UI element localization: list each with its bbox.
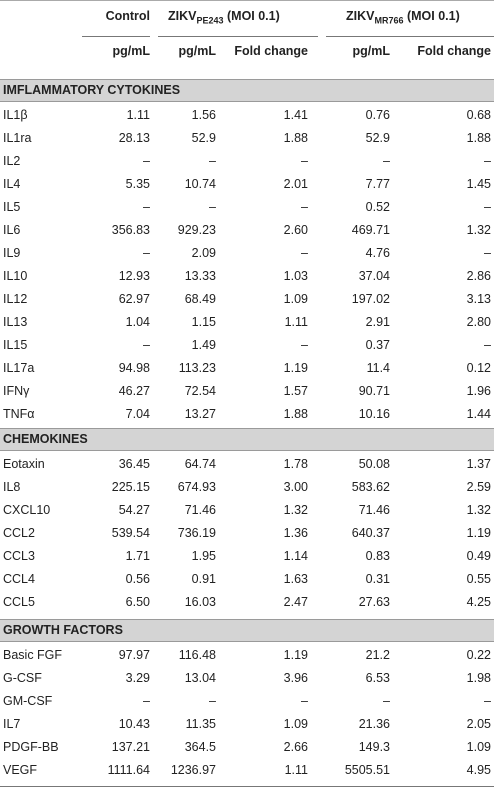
section-header — [0, 619, 494, 642]
mr766-value: 0.76 — [365, 108, 390, 122]
mr766-value: 0.31 — [365, 572, 390, 586]
pe243-value: 116.48 — [178, 648, 216, 662]
pe243-fold-change: 1.14 — [283, 549, 308, 563]
mr766-fold-change: 1.45 — [466, 177, 491, 191]
analyte-name: PDGF-BB — [3, 740, 59, 754]
table-row — [0, 196, 494, 219]
control-value: 7.04 — [125, 407, 150, 421]
pe243-value: 2.09 — [191, 246, 216, 260]
mr766-value: 583.62 — [351, 480, 390, 494]
analyte-name: IL5 — [3, 200, 21, 214]
control-value: – — [143, 154, 150, 168]
mr766-fold-change: 1.09 — [466, 740, 491, 754]
control-value: 539.54 — [111, 526, 150, 540]
mr766-value: 21.2 — [365, 648, 390, 662]
analyte-name: IFNγ — [3, 384, 30, 398]
table-row — [0, 104, 494, 127]
mr766-value: 50.08 — [358, 457, 390, 471]
pe243-fold-change: 1.32 — [283, 503, 308, 517]
mr766-fold-change: 1.37 — [466, 457, 491, 471]
pe243-fold-change: 1.11 — [284, 315, 308, 329]
pe243-value: 1.15 — [191, 315, 216, 329]
table-row — [0, 357, 494, 380]
mr766-fold-change: 2.05 — [466, 717, 491, 731]
analyte-name: GM-CSF — [3, 694, 53, 708]
pe243-value: 13.33 — [184, 269, 216, 283]
mr766-fold-change: 0.68 — [466, 108, 491, 122]
header-control: Control — [105, 9, 150, 23]
analyte-name: CCL3 — [3, 549, 35, 563]
pe243-value: 13.04 — [184, 671, 216, 685]
control-value: 1.04 — [125, 315, 150, 329]
mr766-value: 4.76 — [365, 246, 390, 260]
control-value: – — [143, 200, 150, 214]
pe243-value: 71.46 — [184, 503, 216, 517]
header-zikv-mr766-suffix: (MOI 0.1) — [403, 9, 460, 23]
control-value: 225.15 — [111, 480, 150, 494]
mr766-value: 90.71 — [358, 384, 390, 398]
pe243-fold-change: 1.11 — [284, 763, 308, 777]
mr766-value: 640.37 — [351, 526, 390, 540]
pe243-value: 1.49 — [191, 338, 216, 352]
header-unit-control: pg/mL — [112, 44, 150, 58]
mr766-value: – — [383, 154, 390, 168]
header-unit-mr766: pg/mL — [352, 44, 390, 58]
mr766-fold-change: 1.32 — [466, 223, 491, 237]
table-row — [0, 736, 494, 759]
table-row — [0, 311, 494, 334]
section-header — [0, 428, 494, 451]
analyte-name: IL6 — [3, 223, 21, 237]
control-value: – — [143, 694, 150, 708]
mr766-value: 0.83 — [365, 549, 390, 563]
mr766-fold-change: – — [484, 154, 491, 168]
pe243-value: – — [209, 200, 216, 214]
mr766-value: 5505.51 — [344, 763, 390, 777]
pe243-value: 72.54 — [184, 384, 216, 398]
mr766-fold-change: 0.22 — [466, 648, 491, 662]
table-row — [0, 242, 494, 265]
analyte-name: Basic FGF — [3, 648, 63, 662]
analyte-name: IL4 — [3, 177, 21, 191]
mr766-value: 11.4 — [366, 361, 390, 375]
table-row — [0, 713, 494, 736]
mr766-fold-change: – — [484, 694, 491, 708]
mr766-fold-change: 4.95 — [466, 763, 491, 777]
table-row — [0, 759, 494, 782]
table-row — [0, 690, 494, 713]
mr766-value: 6.53 — [365, 671, 390, 685]
header-zikv-mr766-prefix: ZIKV — [346, 9, 375, 23]
table-row — [0, 545, 494, 568]
pe243-fold-change: 1.88 — [283, 407, 308, 421]
control-value: 5.35 — [125, 177, 150, 191]
control-value: 12.93 — [118, 269, 150, 283]
pe243-fold-change: 1.09 — [283, 292, 308, 306]
mr766-value: 469.71 — [351, 223, 390, 237]
mr766-fold-change: 1.96 — [466, 384, 491, 398]
header-pe243-rule — [158, 36, 318, 37]
mr766-value: 149.3 — [358, 740, 390, 754]
mr766-value: 7.77 — [365, 177, 390, 191]
pe243-fold-change: – — [301, 694, 308, 708]
mr766-fold-change: 0.49 — [466, 549, 491, 563]
analyte-name: IL2 — [3, 154, 21, 168]
pe243-fold-change: 2.01 — [283, 177, 308, 191]
section-title: CHEMOKINES — [3, 432, 88, 446]
control-value: 94.98 — [118, 361, 150, 375]
mr766-fold-change: 1.88 — [466, 131, 491, 145]
mr766-fold-change: – — [484, 338, 491, 352]
control-value: 0.56 — [125, 572, 150, 586]
header-control-rule — [82, 36, 150, 37]
mr766-fold-change: 4.25 — [466, 595, 491, 609]
control-value: – — [143, 246, 150, 260]
pe243-value: 16.03 — [184, 595, 216, 609]
header-mr766-rule — [326, 36, 494, 37]
header-zikv-pe243-prefix: ZIKV — [168, 9, 197, 23]
control-value: 137.21 — [111, 740, 150, 754]
mr766-fold-change: 0.12 — [466, 361, 491, 375]
pe243-value: 1.95 — [191, 549, 216, 563]
analyte-name: IL1β — [3, 108, 28, 122]
header-zikv-pe243-suffix: (MOI 0.1) — [223, 9, 280, 23]
control-value: 3.29 — [125, 671, 150, 685]
pe243-value: 11.35 — [185, 717, 216, 731]
pe243-fold-change: 1.19 — [283, 361, 308, 375]
analyte-name: IL8 — [3, 480, 21, 494]
mr766-fold-change: 1.19 — [466, 526, 491, 540]
analyte-name: Eotaxin — [3, 457, 45, 471]
section-header — [0, 79, 494, 102]
section-title: IMFLAMMATORY CYTOKINES — [3, 83, 181, 97]
control-value: – — [143, 338, 150, 352]
pe243-fold-change: 2.60 — [283, 223, 308, 237]
header-fold-mr766: Fold change — [417, 44, 491, 58]
analyte-name: IL15 — [3, 338, 28, 352]
control-value: 1.11 — [126, 108, 150, 122]
analyte-name: VEGF — [3, 763, 38, 777]
analyte-name: IL17a — [3, 361, 35, 375]
mr766-value: 0.52 — [365, 200, 390, 214]
analyte-name: IL12 — [3, 292, 28, 306]
pe243-fold-change: 2.66 — [283, 740, 308, 754]
table-row — [0, 499, 494, 522]
table-row — [0, 591, 494, 614]
analyte-name: IL7 — [3, 717, 21, 731]
analyte-name: IL13 — [3, 315, 28, 329]
pe243-fold-change: – — [301, 200, 308, 214]
analyte-name: IL1ra — [3, 131, 32, 145]
table-row — [0, 150, 494, 173]
table-row — [0, 644, 494, 667]
section-title: GROWTH FACTORS — [3, 623, 123, 637]
table-row — [0, 288, 494, 311]
control-value: 46.27 — [118, 384, 150, 398]
pe243-value: 64.74 — [184, 457, 216, 471]
control-value: 356.83 — [111, 223, 150, 237]
table-row — [0, 173, 494, 196]
pe243-value: 10.74 — [184, 177, 216, 191]
mr766-fold-change: 1.32 — [466, 503, 491, 517]
pe243-fold-change: 1.78 — [283, 457, 308, 471]
mr766-value: – — [383, 694, 390, 708]
mr766-value: 71.46 — [358, 503, 390, 517]
table-row — [0, 265, 494, 288]
pe243-value: – — [209, 154, 216, 168]
control-value: 6.50 — [125, 595, 150, 609]
mr766-fold-change: 1.98 — [466, 671, 491, 685]
table-bottom-rule — [0, 786, 494, 787]
pe243-value: 13.27 — [184, 407, 216, 421]
header-zikv-pe243-sub: PE243 — [196, 15, 224, 26]
mr766-fold-change: – — [484, 200, 491, 214]
analyte-name: IL9 — [3, 246, 21, 260]
pe243-fold-change: 1.03 — [283, 269, 308, 283]
mr766-fold-change: 0.55 — [466, 572, 491, 586]
analyte-name: CXCL10 — [3, 503, 51, 517]
mr766-fold-change: 3.13 — [466, 292, 491, 306]
table-row — [0, 667, 494, 690]
pe243-value: 113.23 — [178, 361, 216, 375]
pe243-fold-change: 1.41 — [283, 108, 308, 122]
pe243-fold-change: 1.19 — [283, 648, 308, 662]
pe243-value: 68.49 — [184, 292, 216, 306]
table-row — [0, 403, 494, 426]
analyte-name: G-CSF — [3, 671, 42, 685]
analyte-name: TNFα — [3, 407, 35, 421]
pe243-value: 52.9 — [191, 131, 216, 145]
header-zikv-pe243 — [168, 9, 280, 26]
mr766-fold-change: 2.80 — [466, 315, 491, 329]
control-value: 54.27 — [118, 503, 150, 517]
analyte-name: IL10 — [3, 269, 28, 283]
pe243-value: 364.5 — [184, 740, 216, 754]
mr766-value: 27.63 — [358, 595, 390, 609]
pe243-fold-change: 3.96 — [283, 671, 308, 685]
pe243-fold-change: 1.88 — [283, 131, 308, 145]
control-value: 28.13 — [118, 131, 150, 145]
pe243-value: – — [209, 694, 216, 708]
table-row — [0, 453, 494, 476]
table-row — [0, 334, 494, 357]
control-value: 62.97 — [118, 292, 150, 306]
pe243-fold-change: 1.09 — [283, 717, 308, 731]
mr766-fold-change: 2.86 — [466, 269, 491, 283]
table-row — [0, 219, 494, 242]
mr766-value: 0.37 — [365, 338, 390, 352]
header-fold-pe243: Fold change — [234, 44, 308, 58]
table-row — [0, 380, 494, 403]
mr766-fold-change: 1.44 — [466, 407, 491, 421]
mr766-value: 37.04 — [358, 269, 390, 283]
pe243-value: 1236.97 — [170, 763, 216, 777]
control-value: 1111.64 — [107, 763, 150, 777]
pe243-fold-change: 1.57 — [283, 384, 308, 398]
analyte-name: CCL5 — [3, 595, 35, 609]
pe243-fold-change: 1.36 — [283, 526, 308, 540]
mr766-value: 21.36 — [358, 717, 390, 731]
pe243-fold-change: – — [301, 154, 308, 168]
pe243-value: 736.19 — [177, 526, 216, 540]
control-value: 1.71 — [125, 549, 150, 563]
pe243-value: 929.23 — [177, 223, 216, 237]
control-value: 36.45 — [118, 457, 150, 471]
header-zikv-mr766 — [346, 9, 460, 26]
analyte-name: CCL2 — [3, 526, 35, 540]
control-value: 97.97 — [118, 648, 150, 662]
header-zikv-mr766-sub: MR766 — [374, 15, 404, 26]
table-row — [0, 476, 494, 499]
table-row — [0, 522, 494, 545]
analyte-name: CCL4 — [3, 572, 35, 586]
table-top-rule — [0, 0, 494, 1]
mr766-value: 52.9 — [365, 131, 390, 145]
table-row — [0, 568, 494, 591]
control-value: 10.43 — [118, 717, 150, 731]
pe243-fold-change: 3.00 — [283, 480, 308, 494]
pe243-fold-change: 2.47 — [283, 595, 308, 609]
mr766-value: 2.91 — [365, 315, 390, 329]
pe243-value: 0.91 — [191, 572, 216, 586]
pe243-value: 1.56 — [191, 108, 216, 122]
pe243-fold-change: 1.63 — [283, 572, 308, 586]
pe243-value: 674.93 — [177, 480, 216, 494]
mr766-value: 10.16 — [358, 407, 390, 421]
pe243-fold-change: – — [301, 246, 308, 260]
mr766-fold-change: – — [484, 246, 491, 260]
pe243-fold-change: – — [301, 338, 308, 352]
header-unit-pe243: pg/mL — [178, 44, 216, 58]
mr766-fold-change: 2.59 — [466, 480, 491, 494]
table-row — [0, 127, 494, 150]
mr766-value: 197.02 — [351, 292, 390, 306]
